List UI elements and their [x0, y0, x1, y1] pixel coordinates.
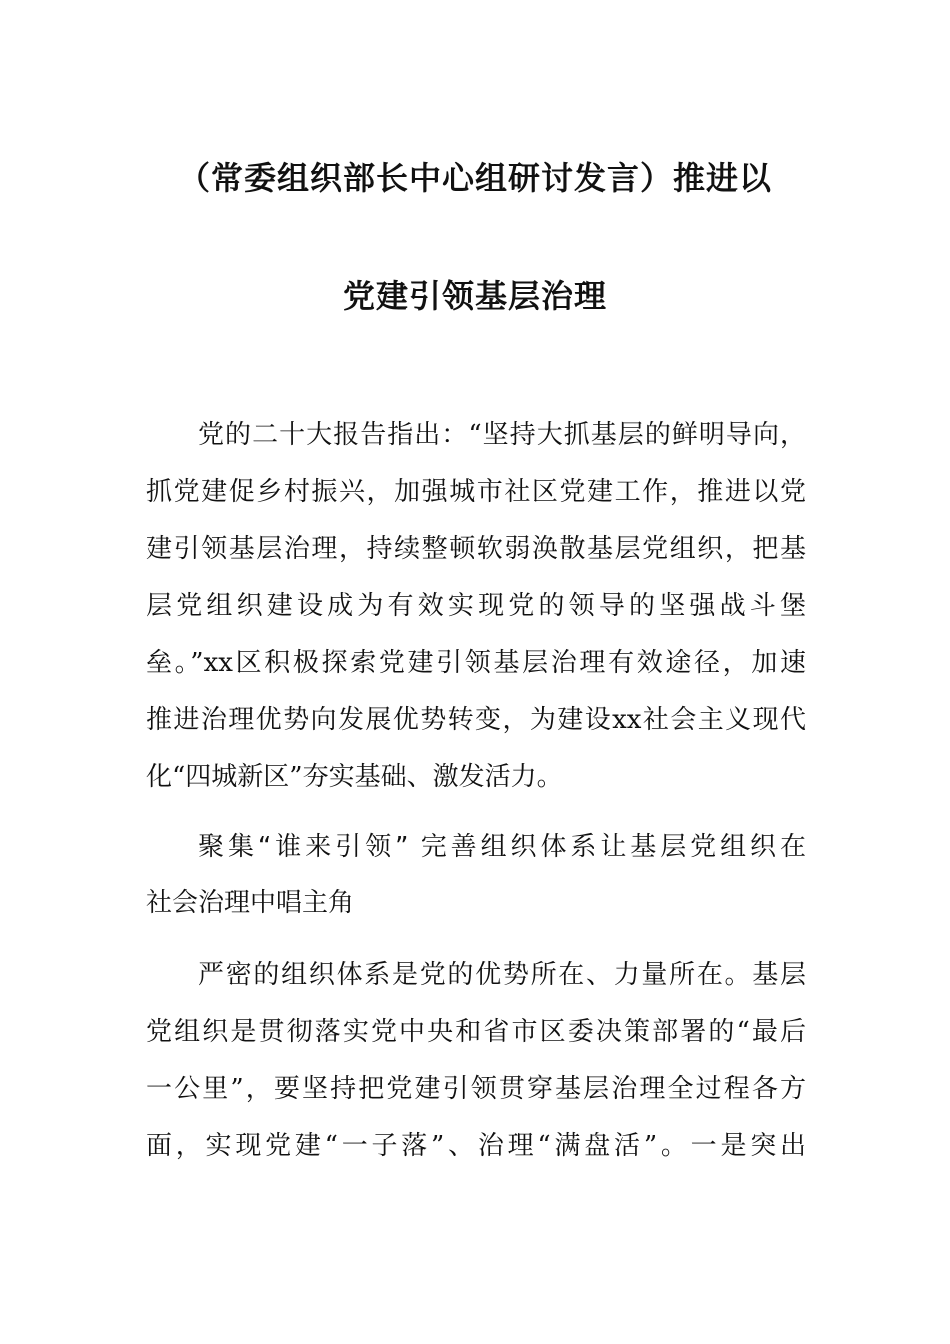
- document-title-line-2: 党建引领基层治理: [342, 277, 607, 315]
- paragraph-1-line-2: 抓党建促乡村振兴，加强城市社区党建工作，推进以党: [146, 477, 806, 507]
- section-heading-line-1: 聚集“谁来引领” 完善组织体系让基层党组织在: [198, 832, 806, 862]
- document-title-line-1: （常委组织部长中心组研讨发言）推进以: [177, 159, 772, 197]
- paragraph-2-line-1: 严密的组织体系是党的优势所在、力量所在。基层: [198, 960, 806, 990]
- section-heading-line-2: 社会治理中唱主角: [146, 888, 355, 918]
- paragraph-2-line-4: 面，实现党建“一子落”、治理“满盘活”。一是突出: [146, 1131, 806, 1161]
- paragraph-1-line-7: 化“四城新区”夯实基础、激发活力。: [146, 762, 563, 792]
- paragraph-2-line-3: 一公里”，要坚持把党建引领贯穿基层治理全过程各方: [146, 1074, 806, 1104]
- paragraph-1-line-1: 党的二十大报告指出：“坚持大抓基层的鲜明导向，: [198, 420, 806, 450]
- paragraph-1-line-6: 推进治理优势向发展优势转变，为建设xx社会主义现代: [146, 705, 806, 735]
- paragraph-1-line-4: 层党组织建设成为有效实现党的领导的坚强战斗堡: [146, 591, 806, 621]
- paragraph-2-line-2: 党组织是贯彻落实党中央和省市区委决策部署的“最后: [146, 1017, 806, 1047]
- paragraph-1-line-3: 建引领基层治理，持续整顿软弱涣散基层党组织，把基: [146, 534, 806, 564]
- paragraph-1-line-5: 垒。”xx区积极探索党建引领基层治理有效途径，加速: [146, 648, 806, 678]
